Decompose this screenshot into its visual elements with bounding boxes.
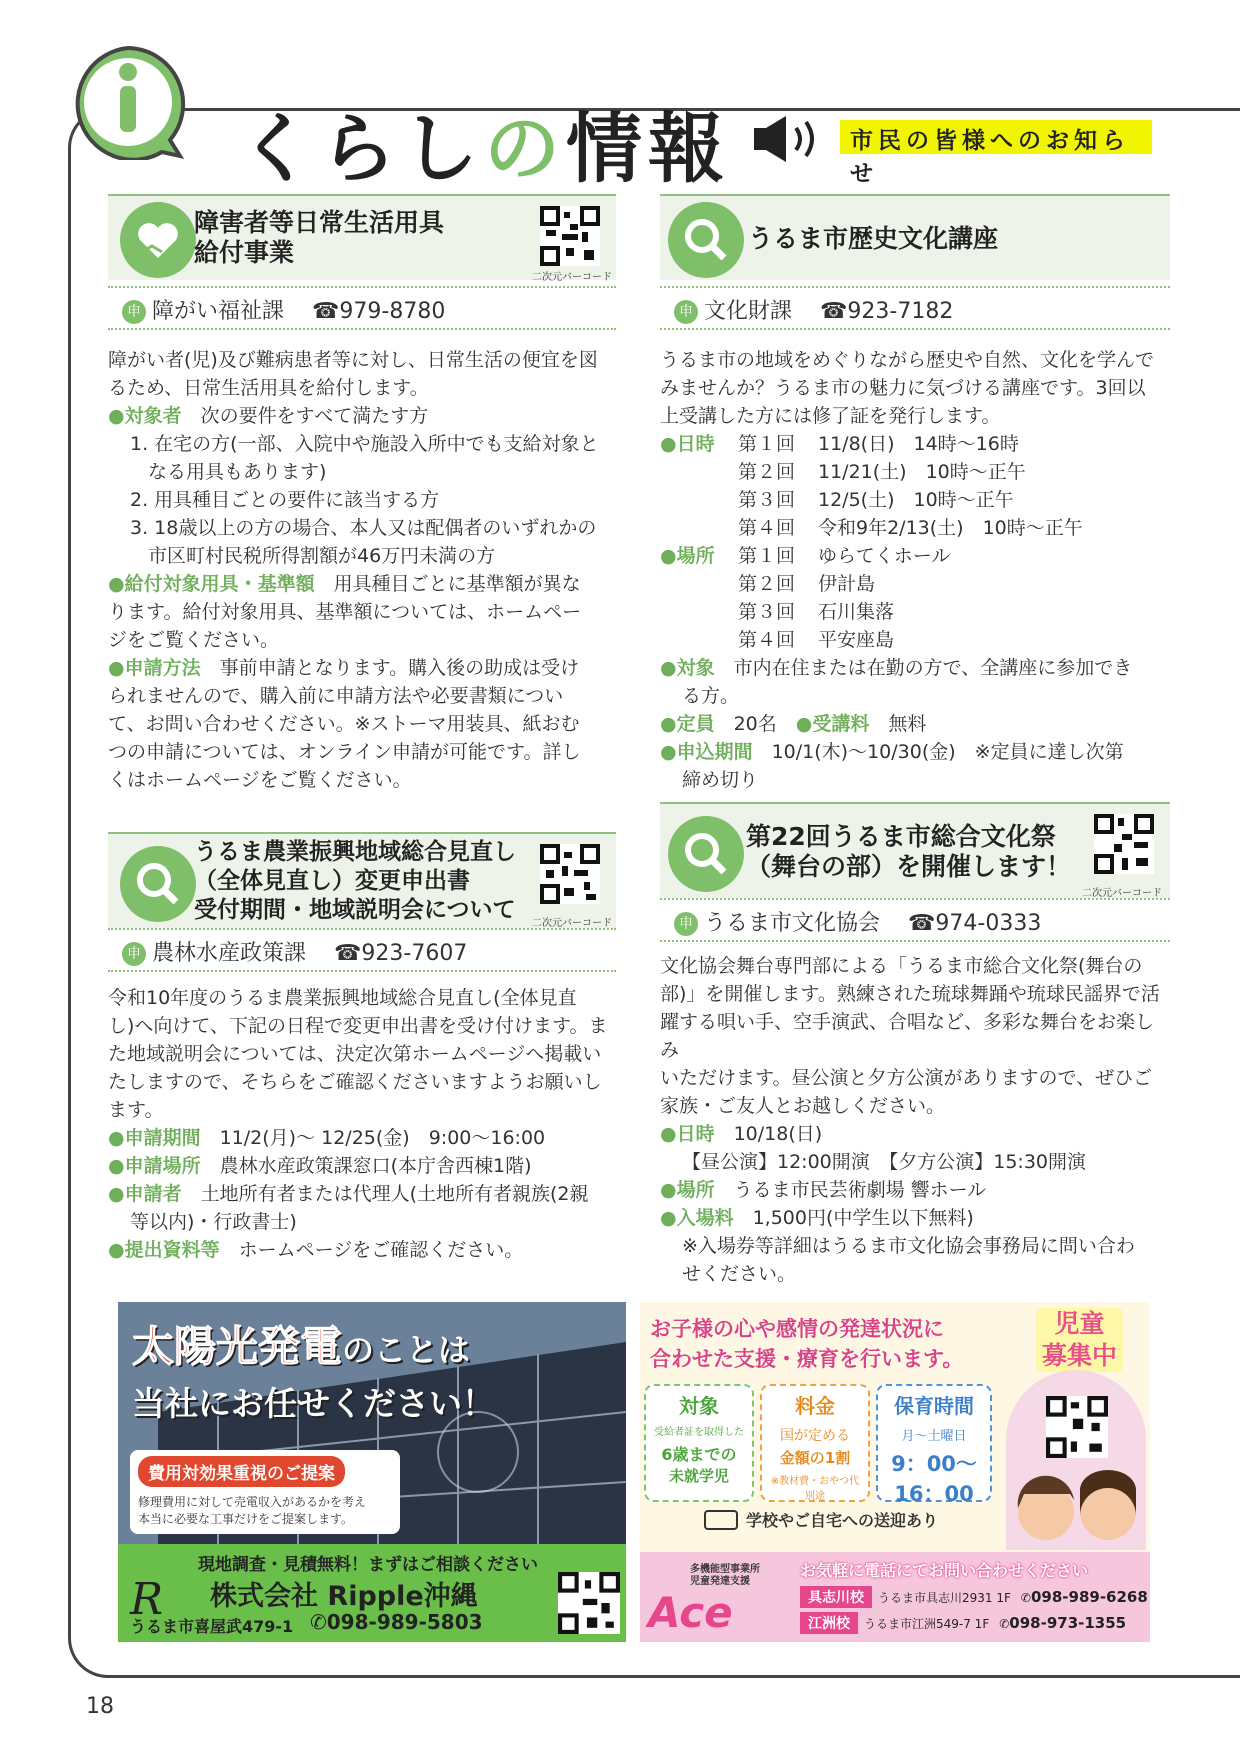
- speaker-icon: [752, 114, 832, 164]
- section-body: 障がい者(児)及び難病患者等に対し、日常生活の便宜を図 るため、日常生活用具を給付します。 ●対象者 次の要件をすべて満たす方 1. 在宅の方(一部、入院中や施設入所中でも支給対象と なる用具もあります) 2. 用具種目ごとの要件に該当する方 3. 18歳以上の方の場合、本人又は配偶者のいずれかの 市区町村民税所得割額が46万円未満の方 ●給付対象用具・基準額 用具種目ごとに基準額が異な ります。給付対象用具、基準額については、ホームペー ジをご覧ください。 ●申請方法 事前申請となります。購入後の助成は受け られませんので、購入前に申請方法や必要書類につい て、お問い合わせください。※ストーマ用装具、紙おむ つの申請については、オンライン申請が可能です。詳し くはホームページをご覧ください。: [108, 349, 599, 791]
- phone-number: ☎974-0333: [908, 911, 1042, 936]
- contact-bar: [660, 898, 1170, 942]
- children-faces-icon: [1010, 1470, 1142, 1550]
- section-body: うるま市の地域をめぐりながら歴史や自然、文化を学んで みませんか？うるま市の魅力に気づける講座です。3回以 上受講した方には修了証を発行します。 ●日時 第１回 11/8(日) 14時～16時 第２回 11/21(土) 10時～正午 第３回 12/5(土) 10時～正午 第４回 令和9年2/13(土) 10時～正午 ●場所 第１回 ゆらてくホール 第２回 伊計島 第３回 石川集落 第４回 平安座島 ●対象 市内在住または在勤の方で、全講座に参加でき る方。 ●定員 20名 ●受講料 無料 ●申込期間 10/1(木)～10/30(金) ※定員に達し次第 締め切り: [660, 349, 1155, 791]
- department: 農林水産政策課: [152, 941, 307, 966]
- section-welfare-equipment: [108, 194, 616, 794]
- ad1-phone[interactable]: ✆098-989-5803: [310, 1610, 483, 1634]
- page-number: 18: [86, 1694, 114, 1719]
- ace-logo: Ace: [648, 1588, 733, 1637]
- qr-code-icon: [1046, 1396, 1108, 1458]
- section-agri-review: [108, 832, 616, 1272]
- contact-bar: [660, 286, 1170, 330]
- ad-ace[interactable]: [640, 1302, 1150, 1642]
- branch-phone[interactable]: 098-973-1355: [1009, 1614, 1127, 1632]
- phone-number: ☎923-7607: [334, 941, 468, 966]
- application-mark: 申: [122, 942, 146, 966]
- qr-caption: 二次元バーコード: [1082, 888, 1162, 899]
- department: うるま市文化協会: [704, 911, 881, 936]
- ad1-footer: 現地調査・見積無料！まずはご相談ください R 株式会社 Ripple沖縄 うるま市喜屋武479-1 ✆098-989-5803: [118, 1544, 626, 1642]
- contact-bar: [108, 286, 616, 330]
- phone-icon: ✆: [1020, 1591, 1031, 1605]
- contact-bar: [108, 928, 616, 972]
- phone-number: ☎923-7182: [820, 299, 954, 324]
- ad2-box-fee: 料金 国が定める 金額の1割 ※教材費・おやつ代別途: [760, 1384, 870, 1502]
- department: 障がい福祉課: [152, 299, 285, 324]
- branch-row: 江洲校 うるま市江洲549-7 1F ✆098-973-1355: [800, 1612, 1126, 1634]
- application-mark: 申: [674, 300, 698, 324]
- ad1-headline: 太陽光発電のことは 当社にお任せください！: [132, 1322, 495, 1423]
- section-title: 第22回うるま市総合文化祭 （舞台の部）を開催します！: [746, 822, 1072, 881]
- branch-row: 具志川校 うるま市具志川2931 1F ✆098-989-6268: [800, 1586, 1148, 1608]
- phone-icon: ✆: [999, 1617, 1010, 1631]
- section-title: うるま市歴史文化講座: [748, 224, 999, 253]
- qr-caption: 二次元バーコード: [532, 918, 612, 929]
- page-title: くらしの情報: [238, 104, 730, 193]
- ad-solar[interactable]: [118, 1302, 626, 1642]
- branch-phone[interactable]: 098-989-6268: [1030, 1588, 1148, 1606]
- section-title: うるま農業振興地域総合見直し （全体見直し）変更申出書 受付期間・地域説明会について: [194, 839, 516, 923]
- search-icon: [668, 202, 744, 278]
- qr-code-icon: [540, 206, 600, 266]
- qr-caption: 二次元バーコード: [532, 272, 612, 283]
- ad2-box-hours: 保育時間 月～土曜日 9：00～ 16：00: [876, 1384, 992, 1502]
- qr-code-icon: [1094, 814, 1154, 874]
- application-mark: 申: [122, 300, 146, 324]
- section-body: 文化協会舞台専門部による「うるま市総合文化祭(舞台の 部)」を開催します。熟練された琉球舞踊や琉球民謡界で活 躍する唄い手、空手演武、合唱など、多彩な舞台をお楽しみ いただけます。昼公演と夕方公演がありますので、ぜひご 家族・ご友人とお越しください。 ●日時 10/18(日) 【昼公演】12:00開演 【夕方公演】15:30開演 ●場所 うるま市民芸術劇場 響ホール ●入場料 1,500円(中学生以下無料) ※入場券等詳細はうるま市文化協会事務局に問い合わ せください。: [660, 955, 1160, 1285]
- heart-hand-icon: [120, 202, 196, 278]
- section-body: 令和10年度のうるま農業振興地域総合見直し(全体見直 し)へ向けて、下記の日程で変更申出書を受け付けます。ま た地域説明会については、決定次第ホームページへ掲載い たしますので、そちらをご確認くださいますようお願いし ます。 ●申請期間 11/2(月)～ 12/25(金) 9:00～16:00 ●申請場所 農林水産政策課窓口(本庁舎西棟1階) ●申請者 土地所有者または代理人(土地所有者親族(2親 等以内)・行政書士) ●提出資料等 ホームページをご確認ください。: [108, 987, 608, 1261]
- ripple-logo-icon: R: [130, 1574, 164, 1625]
- qr-code-icon: [558, 1572, 620, 1634]
- ad1-tag: 費用対効果重視のご提案: [138, 1456, 345, 1487]
- section-culture-festival: [660, 802, 1170, 1285]
- section-header: [660, 802, 1170, 898]
- notice-banner: 市民の皆様へのお知らせ: [840, 120, 1152, 154]
- search-icon: [120, 846, 196, 922]
- ad2-footer: 多機能型事業所 児童発達支援 Ace お気軽に電話にてお問い合わせください 具志川校 うるま市具志川2931 1F ✆098-989-6268 江洲校 うるま市江洲549-7 1F ✆098-973-1355: [640, 1552, 1150, 1642]
- ad2-box-target: 対象 受給者証を取得した 6歳までの 未就学児: [644, 1384, 754, 1502]
- ad2-headline: お子様の心や感情の発達状況に 合わせた支援・療育を行います。: [650, 1317, 964, 1371]
- qr-code-icon: [540, 844, 600, 904]
- section-title: 障害者等日常生活用具 給付事業: [194, 208, 445, 267]
- section-header: [108, 194, 616, 283]
- search-icon: [668, 816, 744, 892]
- phone-number: ☎979-8780: [312, 299, 446, 324]
- ad1-info-box: 費用対効果重視のご提案 修理費用に対して売電収入があるかを考え 本当に必要な工事だけをご提案します。: [130, 1450, 400, 1534]
- ad2-recruit: 児童 募集中: [1036, 1308, 1123, 1372]
- section-header: [660, 194, 1170, 280]
- section-header: [108, 832, 616, 928]
- ad2-kids-photo: [1006, 1370, 1146, 1550]
- bus-icon: [704, 1510, 738, 1530]
- application-mark: 申: [674, 912, 698, 936]
- ad2-bus: 学校やご自宅への送迎あり: [704, 1508, 938, 1531]
- info-badge-icon: [62, 42, 208, 160]
- department: 文化財課: [704, 299, 793, 324]
- section-history-course: [660, 194, 1170, 794]
